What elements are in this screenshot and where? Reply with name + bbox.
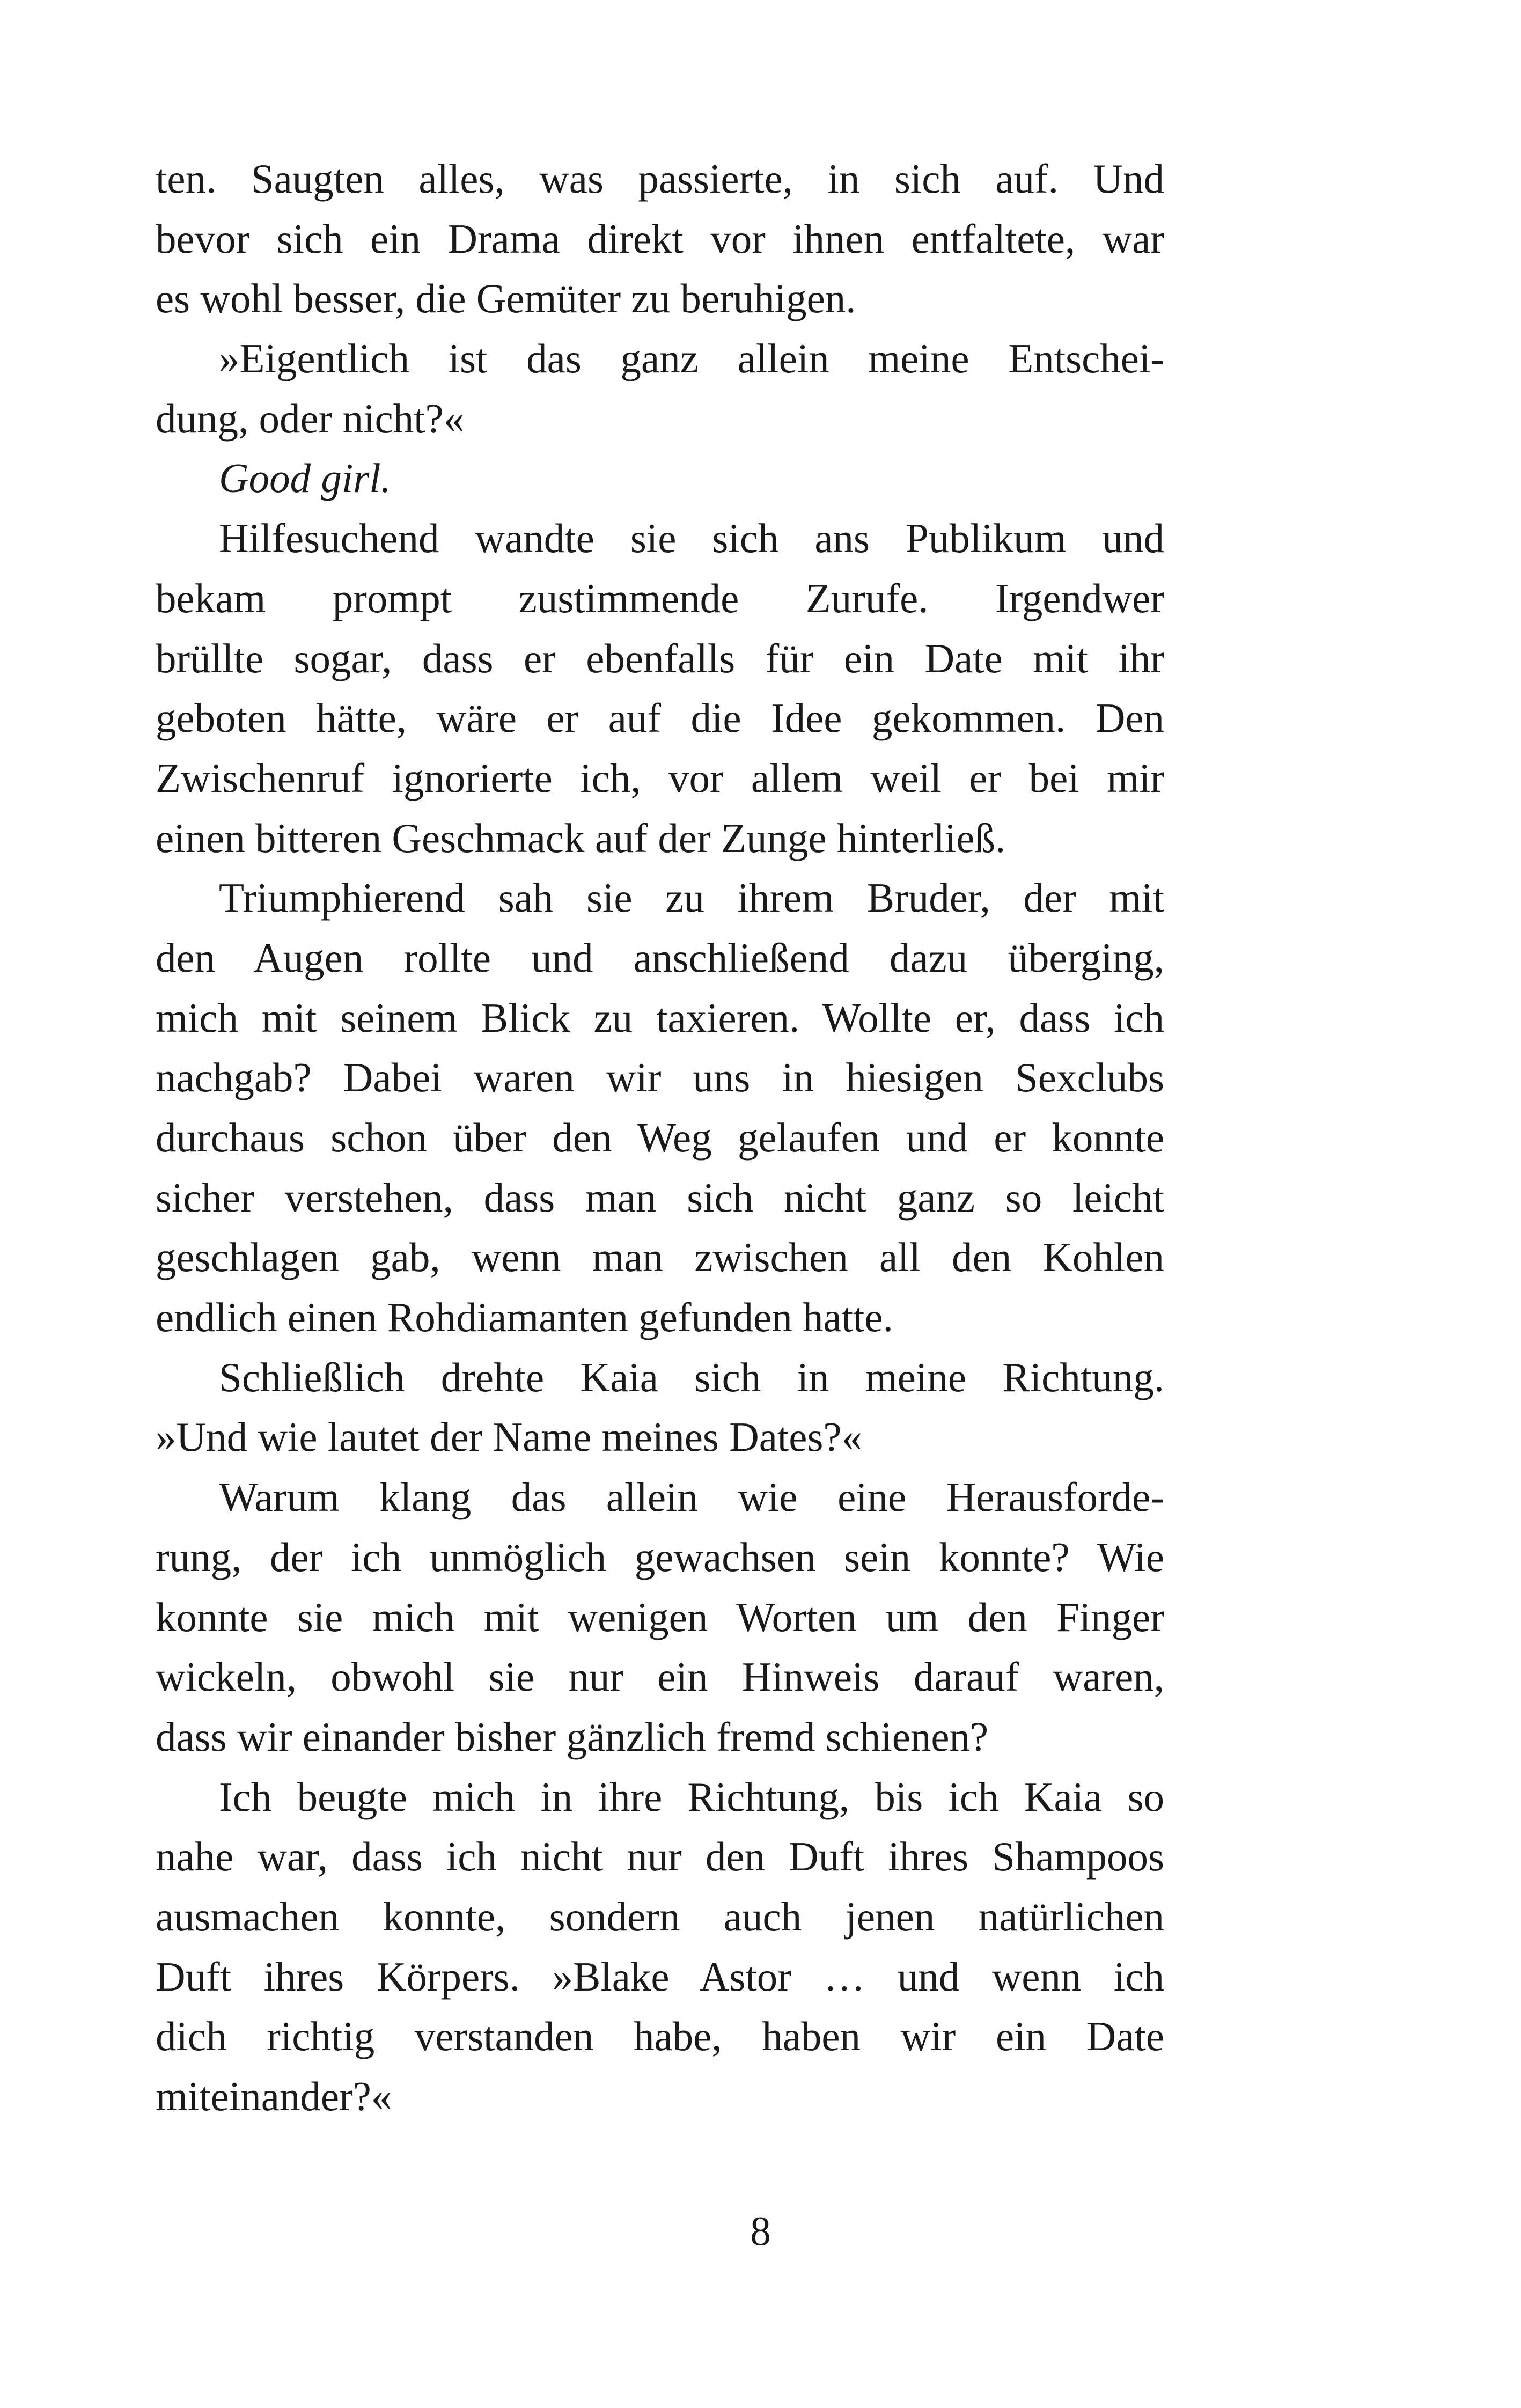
text-line: rung, der ich unmöglich gewachsen sein konnte? Wie: [156, 1533, 1164, 1580]
text-line: es wohl besser, die Gemüter zu beruhigen.: [156, 275, 856, 322]
body-text: [156, 149, 1164, 2127]
text-line: mich mit seinem Blick zu taxieren. Wollte er, dass ich: [156, 994, 1164, 1041]
text-line: dass wir einander bisher gänzlich fremd schienen?: [156, 1713, 989, 1760]
text-line: »Und wie lautet der Name meines Dates?«: [156, 1414, 863, 1460]
text-line: Hilfesuchend wandte sie sich ans Publikum und: [219, 515, 1164, 562]
text-line: brüllte sogar, dass er ebenfalls für ein Date mit ihr: [156, 635, 1164, 681]
text-line: ausmachen konnte, sondern auch jenen natürlichen: [156, 1893, 1164, 1940]
text-line: einen bitteren Geschmack auf der Zunge hinterließ.: [156, 814, 1006, 861]
text-line: dung, oder nicht?«: [156, 395, 465, 442]
text-line: endlich einen Rohdiamanten gefunden hatte.: [156, 1294, 893, 1341]
text-line: Triumphierend sah sie zu ihrem Bruder, der mit: [219, 875, 1164, 921]
text-line: »Eigentlich ist das ganz allein meine Entschei-: [219, 335, 1164, 382]
text-line: nahe war, dass ich nicht nur den Duft ihres Shampoos: [156, 1833, 1164, 1880]
text-line: geboten hätte, wäre er auf die Idee gekommen. Den: [156, 695, 1164, 742]
text-line: konnte sie mich mit wenigen Worten um den Finger: [156, 1594, 1164, 1640]
text-line: dich richtig verstanden habe, haben wir ein Date: [156, 2013, 1164, 2060]
text-line: Warum klang das allein wie eine Herausforde-: [219, 1474, 1164, 1521]
text-line: miteinander?«: [156, 2073, 392, 2119]
text-line: Duft ihres Körpers. »Blake Astor … und wenn ich: [156, 1953, 1164, 2000]
text-line: Good girl.: [219, 455, 391, 502]
text-line: geschlagen gab, wenn man zwischen all den Kohlen: [156, 1234, 1164, 1281]
text-line: Ich beugte mich in ihre Richtung, bis ich Kaia so: [219, 1773, 1164, 1820]
text-line: bekam prompt zustimmende Zurufe. Irgendwer: [156, 575, 1164, 621]
text-line: durchaus schon über den Weg gelaufen und er konnte: [156, 1114, 1164, 1161]
text-line: Zwischenruf ignorierte ich, vor allem weil er bei mir: [156, 754, 1164, 801]
text-line: den Augen rollte und anschließend dazu überging,: [156, 934, 1164, 981]
text-line: sicher verstehen, dass man sich nicht ganz so leicht: [156, 1174, 1164, 1221]
text-line: nachgab? Dabei waren wir uns in hiesigen Sexclubs: [156, 1054, 1164, 1101]
text-line: Schließlich drehte Kaia sich in meine Richtung.: [219, 1354, 1164, 1400]
text-line: bevor sich ein Drama direkt vor ihnen entfaltete, war: [156, 215, 1164, 262]
text-line: ten. Saugten alles, was passierte, in sich auf. Und: [156, 156, 1164, 202]
text-line: wickeln, obwohl sie nur ein Hinweis darauf waren,: [156, 1654, 1164, 1700]
page-number: 8: [750, 2208, 771, 2254]
